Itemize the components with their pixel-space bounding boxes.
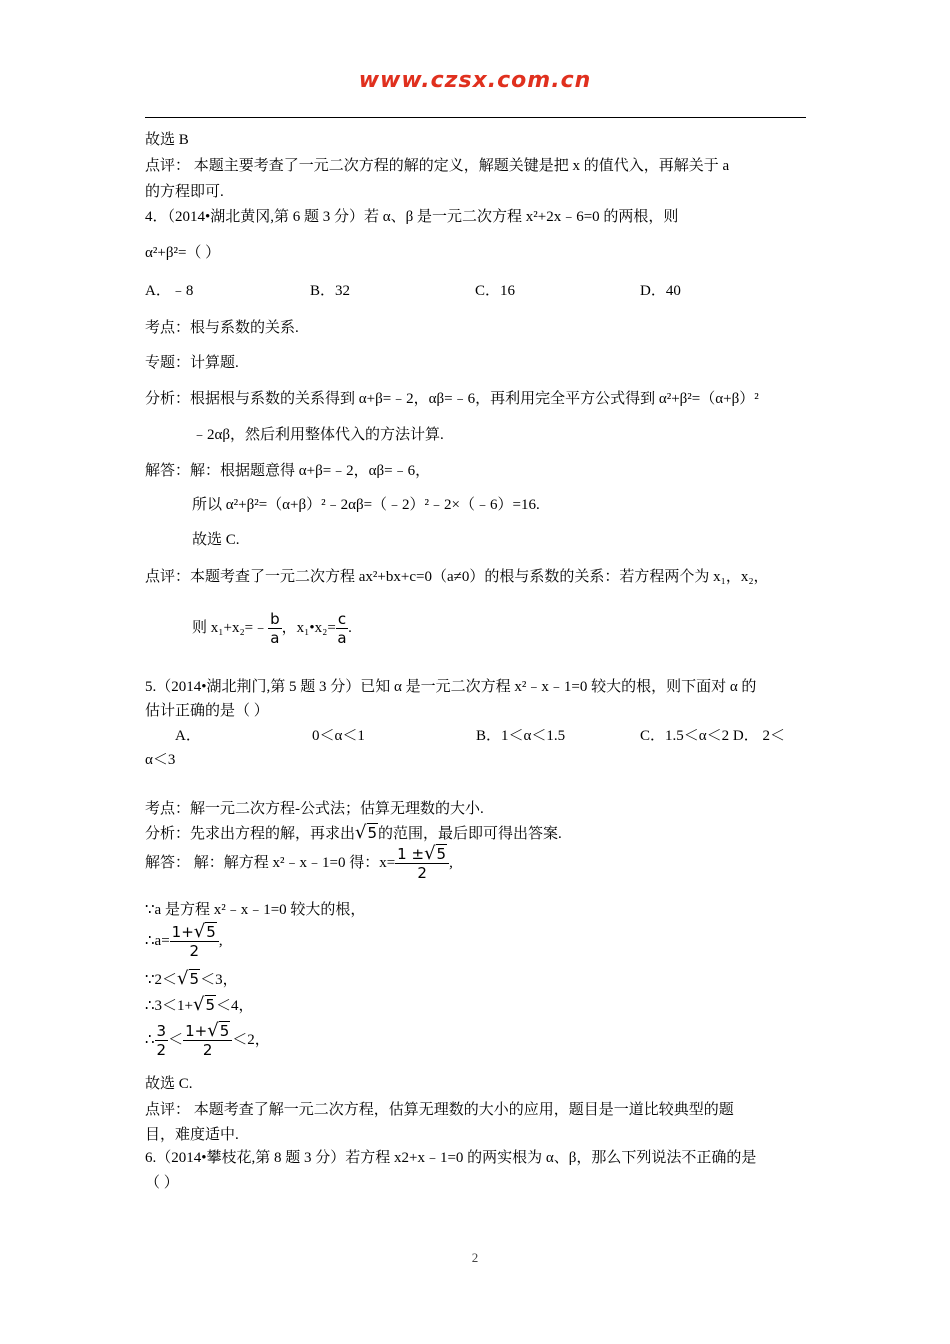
dianping: 点评： 本题考查了解一元二次方程，估算无理数的大小的应用，题目是一道比较典型的题: [145, 1102, 734, 1118]
text-line: 的方程即可.: [145, 184, 224, 200]
question-5-stem: 5.（2014•湖北荆门,第 5 题 3 分）已知 α 是一元二次方程 x²﹣x﹣1=0 较大的根，则下面对 α 的: [145, 679, 757, 695]
option-d: D．40: [640, 283, 681, 299]
denominator: a: [270, 629, 280, 647]
jieda: 解答：解：根据题意得 α+β=﹣2，αβ=﹣6，: [145, 463, 431, 479]
option-a: A．﹣8: [145, 283, 194, 299]
fraction: $\frac{1+√5}{2}$: [170, 923, 219, 960]
kaodian: 考点：解一元二次方程-公式法；估算无理数的大小.: [145, 801, 484, 817]
page-number: 2: [471, 1250, 479, 1265]
option-a-value: 0＜α＜1: [312, 728, 365, 744]
question-5-stem: 估计正确的是（ ）: [145, 703, 269, 719]
fenxi: 分析：根据根与系数的关系得到 α+β=﹣2，αβ=﹣6，再利用完全平方公式得到 α²+β²=（α+β）²: [145, 391, 759, 407]
text: 分析：先求出方程的解，再求出: [145, 826, 356, 842]
question-4-stem: 4．（2014•湖北黄冈,第 6 题 3 分）若 α、β 是一元二次方程 x²+2x﹣6=0 的两根，则: [145, 209, 679, 225]
fenxi: ﹣2αβ，然后利用整体代入的方法计算.: [192, 427, 444, 443]
option-c: C．16: [475, 283, 516, 299]
question-6-stem: （ ）: [145, 1175, 179, 1191]
fraction: [336, 610, 348, 647]
kaodian: 考点：根与系数的关系.: [145, 320, 299, 336]
denominator: 2: [417, 864, 427, 882]
denominator: a: [337, 629, 347, 647]
formula-text: 则 x₁+x₂=﹣: [192, 619, 269, 636]
dianping: 点评：本题考查了一元二次方程 ax²+bx+c=0（a≠0）的根与系数的关系：若方程两个为 x₁，x₂，: [145, 569, 769, 585]
formula-text: ，x₁•x₂=: [281, 619, 336, 636]
header-rule: [145, 117, 806, 118]
jieda: 故选 C.: [192, 532, 240, 548]
text: 解答： 解：解方程 x²﹣x﹣1=0 得：x=: [145, 854, 396, 871]
jieda: 所以 α²+β²=（α+β）²﹣2αβ=（﹣2）²﹣2×（﹣6）=16.: [192, 497, 540, 513]
numerator: b: [270, 610, 280, 628]
fraction: [395, 845, 449, 882]
zhuanti: 专题：计算题.: [145, 355, 239, 371]
dianping: 目，难度适中.: [145, 1127, 239, 1143]
radicand: 5: [367, 824, 378, 842]
question-6-stem: 6.（2014•攀枝花,第 8 题 3 分）若方程 x2+x﹣1=0 的两实根为 α、β，那么下列说法不正确的是: [145, 1150, 757, 1166]
option-a: A．: [175, 728, 201, 744]
numerator: c: [337, 610, 347, 628]
option-c-d: C．1.5＜α＜2 D． 2＜: [640, 728, 785, 744]
question-4-stem: α²+β²=（ ）: [145, 245, 221, 261]
step: ∵a 是方程 x²﹣x﹣1=0 较大的根，: [145, 902, 366, 918]
step: ∴3＜1+√5＜4，: [145, 994, 254, 1015]
site-header: www.czsx.com.cn: [358, 68, 592, 93]
option-b: B．1＜α＜1.5: [476, 728, 566, 744]
fenxi: [145, 822, 562, 843]
sqrt-5: √5: [355, 822, 378, 843]
option-b: B．32: [310, 283, 351, 299]
step: 故选 C.: [145, 1076, 193, 1092]
step: ∴a= $\frac{1+√5}{2}$ ,: [145, 921, 223, 960]
formula-text: .: [348, 619, 352, 636]
text-line: 点评： 本题主要考查了一元二次方程的解的定义，解题关键是把 x 的值代入，再解关于 a: [145, 158, 730, 174]
text: ,: [449, 854, 453, 871]
step: ∴ $\frac{3}{2}$ ＜ $\frac{1+√5}{2}$ ＜2，: [145, 1020, 270, 1059]
step: ∵2＜√5＜3，: [145, 968, 238, 989]
vieta-formula: [192, 610, 352, 647]
jieda-formula: [145, 845, 453, 882]
option-d-cont: α＜3: [145, 752, 176, 768]
text: 的范围，最后即可得出答案.: [378, 826, 562, 842]
fraction: [268, 610, 282, 647]
text-line: 故选 B: [145, 132, 189, 148]
numerator: 1 ±√5: [395, 845, 449, 864]
